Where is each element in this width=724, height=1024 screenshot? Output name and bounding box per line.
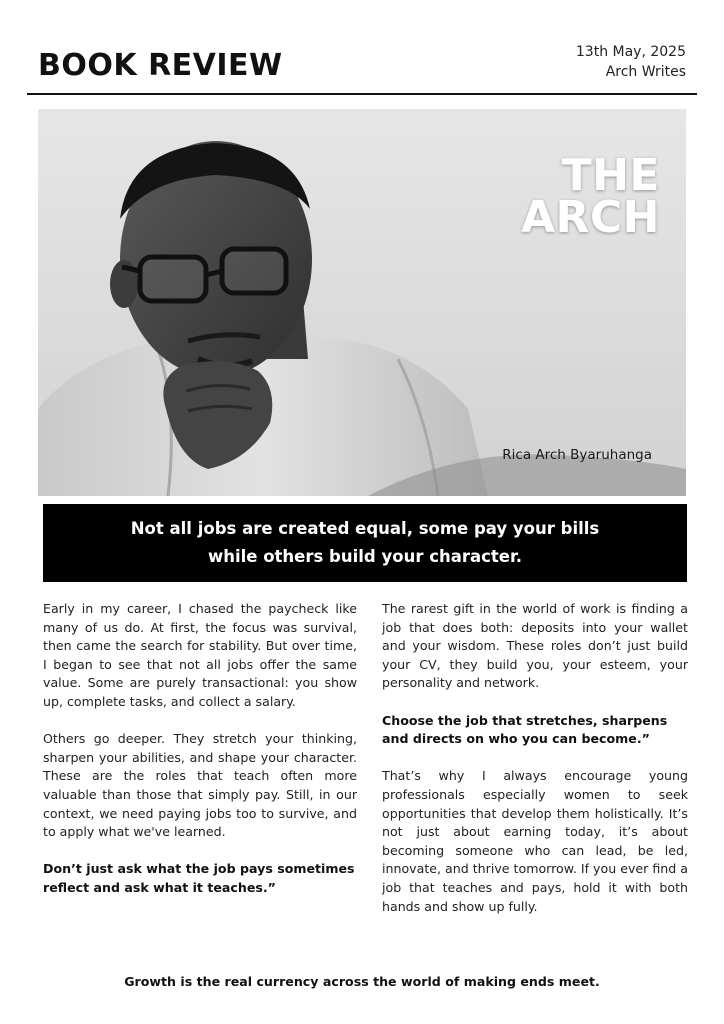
highlight-quote: Don’t just ask what the job pays sometimes reflect and ask what it teaches.” (43, 861, 355, 895)
photo-caption: Rica Arch Byaruhanga (502, 447, 652, 463)
brand-mark (520, 150, 660, 243)
highlight-quote: Choose the job that stretches, sharpens and directs on who you can become.” (382, 712, 668, 747)
paragraph: That’s why I always encourage young professionals especially women to seek opportunities that develop them holistically. It’s not just about earning today, it’s about becoming someone who can lead, be led, innovate, and thrive tomorrow. If you ever find a job that teaches and pays, hold it with both hands and show up fully. (382, 768, 688, 914)
paragraph: Early in my career, I chased the paycheck like many of us do. At first, the focus was survival, then came the search for stability. But over time, I began to see that not all jobs offer the same value. Some are purely transactional: you show up, complete tasks, and collect a salary. (43, 601, 357, 709)
portrait-photo (38, 109, 686, 496)
publication-date: 13th May, 2025 (575, 44, 686, 60)
footer-tagline: Growth is the real currency across the world of making ends meet. (124, 974, 600, 989)
page-title: BOOK REVIEW (38, 48, 283, 83)
header-divider (27, 93, 697, 95)
article-column-left (43, 600, 357, 916)
pull-quote-text: Not all jobs are created equal, some pay your bills while others build your character. (130, 519, 600, 566)
header-meta (576, 42, 686, 82)
article-column-right (382, 600, 688, 935)
page-header (38, 38, 686, 92)
author-byline: Arch Writes (605, 64, 686, 80)
paragraph: The rarest gift in the world of work is finding a job that does both: deposits into your wallet and your wisdom. These roles don’t just build your CV, they build you, your esteem, your personality and network. (382, 601, 688, 691)
brand-line-2: ARCH (520, 192, 660, 243)
paragraph: Others go deeper. They stretch your thinking, sharpen your abilities, and shape your character. These are the roles that teach often more valuable than those that simply pay. Still, in our context, we need paying jobs too to survive, and to apply what we've learned. (43, 731, 357, 840)
pull-quote-banner (43, 504, 687, 582)
brand-line-1: THE (561, 150, 660, 201)
